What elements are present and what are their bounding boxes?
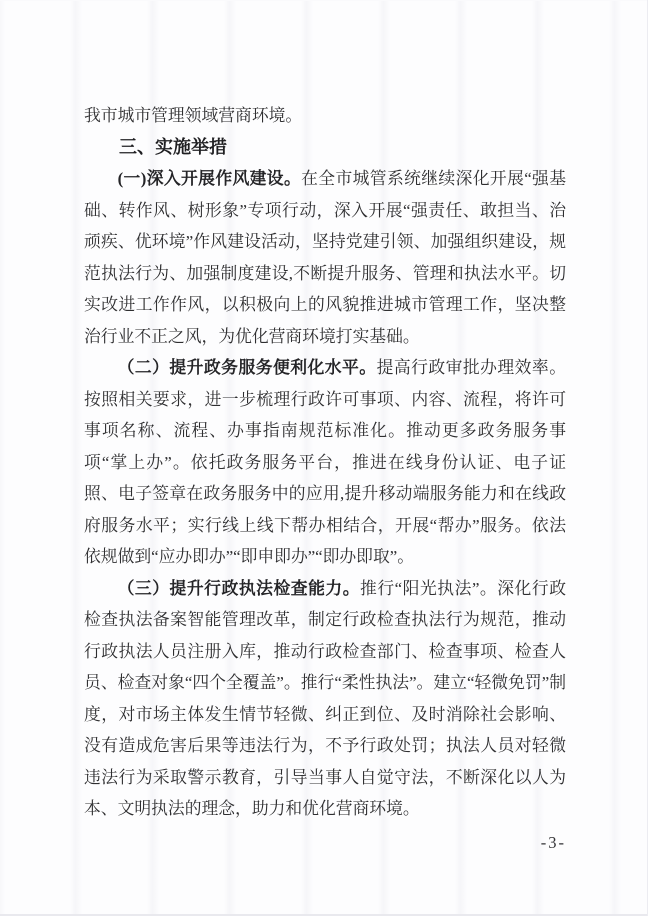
paragraph-1-lead: (一)深入开展作风建设。 [117, 169, 302, 188]
paragraph-3-body: 推行“阳光执法”。深化行政检查执法备案智能管理改革，制定行政检查执法行为规范，推动行政执法人员注册入库，推动行政检查部门、检查事项、检查人员、检查对象“四个全覆盖”。推行“柔性执法”。建立“轻微免罚”制度，对市场主体发生情节轻微、纠正到位、及时消除社会影响、没有造成危害后果等违法行为，不予行政处罚；执法人员对轻微违法行为采取警示教育，引导当事人自觉守法，不断深化以人为本、文明执法的理念，助力和优化营商环境。 [84, 578, 566, 818]
paragraph-continuation: 我市城市管理领域营商环境。 [84, 106, 303, 125]
paragraph-2 [84, 352, 566, 573]
section-heading: 三、实施举措 [119, 136, 227, 158]
paragraph-1-body: 在全市城管系统继续深化开展“强基础、转作风、树形象”专项行动，深入开展“强责任、敢担当、治顽疾、优环境”作风建设活动，坚持党建引领、加强组织建设，规范执法行为、加强制度建设,不断提升服务、管理和执法水平。切实改进工作作风，以积极向上的风貌推进城市管理工作，坚决整治行业不正之风，为优化营商环境打实基础。 [84, 169, 566, 346]
paragraph-2-lead: （二）提升政务服务便利化水平。 [117, 358, 377, 377]
paragraph-3-lead: （三）提升行政执法检查能力。 [117, 578, 361, 598]
document-body [84, 100, 566, 825]
page-number: -3- [540, 833, 566, 852]
paragraph-2-body: 提高行政审批办理效率。按照相关要求，进一步梳理行政许可事项、内容、流程，将许可事项名称、流程、办事指南规范标准化。推动更多政务服务事项“掌上办”。依托政务服务平台，推进在线身份认证、电子证照、电子签章在政务服务中的应用,提升移动端服务能力和在线政府服务水平；实行线上线下帮办相结合，开展“帮办”服务。依法依规做到“应办即办”“即申即办”“即办即取”。 [84, 358, 566, 566]
paragraph-1 [84, 163, 566, 352]
paragraph-3 [84, 573, 566, 825]
